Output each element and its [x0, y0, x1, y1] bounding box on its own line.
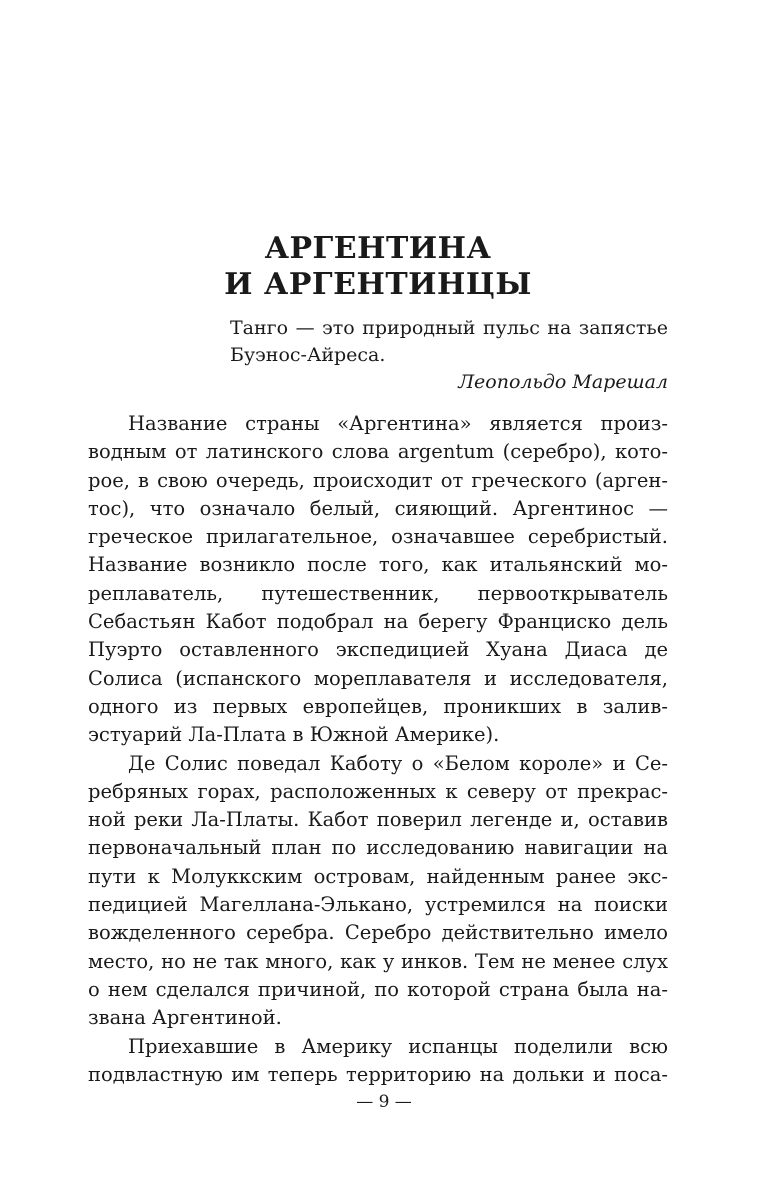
text-line: Название страны «Аргентина» является произ-: [128, 412, 668, 435]
text-line: Название возникло после того, как итальянский мо-: [88, 553, 668, 577]
epigraph: [230, 315, 668, 369]
text-line: греческое прилагательное, означавшее серебристый.: [88, 525, 668, 549]
text-line: вожделенного серебра. Серебро действительно имело: [88, 921, 668, 945]
text-line: место, но не так много, как у инков. Тем не менее слух: [88, 949, 668, 973]
epigraph-line: Буэнос-Айреса.: [230, 344, 386, 366]
epigraph-author: Леопольдо Марешал: [458, 371, 668, 393]
text-line: Солиса (испанского мореплавателя и исследователя,: [88, 666, 668, 690]
text-line: Пуэрто оставленного экспедицией Хуана Диаса де: [88, 638, 668, 662]
text-line: первоначальный план по исследованию навигации на: [88, 836, 668, 860]
text-line: пути к Молуккским островам, найденным ранее экс-: [88, 864, 668, 888]
text-line: Приехавшие в Америку испанцы поделили всю: [128, 1034, 668, 1058]
text-line: ной реки Ла-Платы. Кабот поверил легенде и, оставив: [88, 808, 668, 832]
text-line: эстуарий Ла-Плата в Южной Америке).: [88, 723, 500, 747]
text-line: о нем сделался причиной, по которой страна была на-: [88, 977, 668, 1001]
text-line: педицией Магеллана-Элькано, устремился на поиски: [88, 893, 668, 917]
text-line: Де Солис поведал Каботу о «Белом короле» и Се-: [128, 751, 668, 775]
text-line: тос), что означало белый, сияющий. Аргентинос —: [88, 496, 668, 520]
text-line: рое, в свою очередь, происходит от греческого (арген-: [88, 468, 668, 492]
text-line: ребряных горах, расположенных к северу от прекрас-: [88, 779, 668, 803]
text-line: звана Аргентиной.: [88, 1006, 282, 1030]
text-line: одного из первых европейцев, проникших в залив-: [88, 694, 668, 718]
body-text: [88, 410, 668, 1089]
chapter-title-line-1: АРГЕНТИНА: [264, 231, 492, 266]
text-line: Себастьян Кабот подобрал на берегу Франциско дель: [88, 610, 668, 634]
text-line: реплаватель, путешественник, первооткрыватель: [88, 581, 668, 605]
text-line: подвластную им теперь территорию на дольки и поса-: [88, 1062, 668, 1086]
page-number: — 9 —: [356, 1092, 412, 1112]
text-line: водным от латинского слова argentum (серебро), кото-: [88, 440, 668, 464]
chapter-title-line-2: И АРГЕНТИНЦЫ: [224, 267, 532, 302]
epigraph-line: Танго — это природный пульс на запястье: [230, 317, 668, 339]
